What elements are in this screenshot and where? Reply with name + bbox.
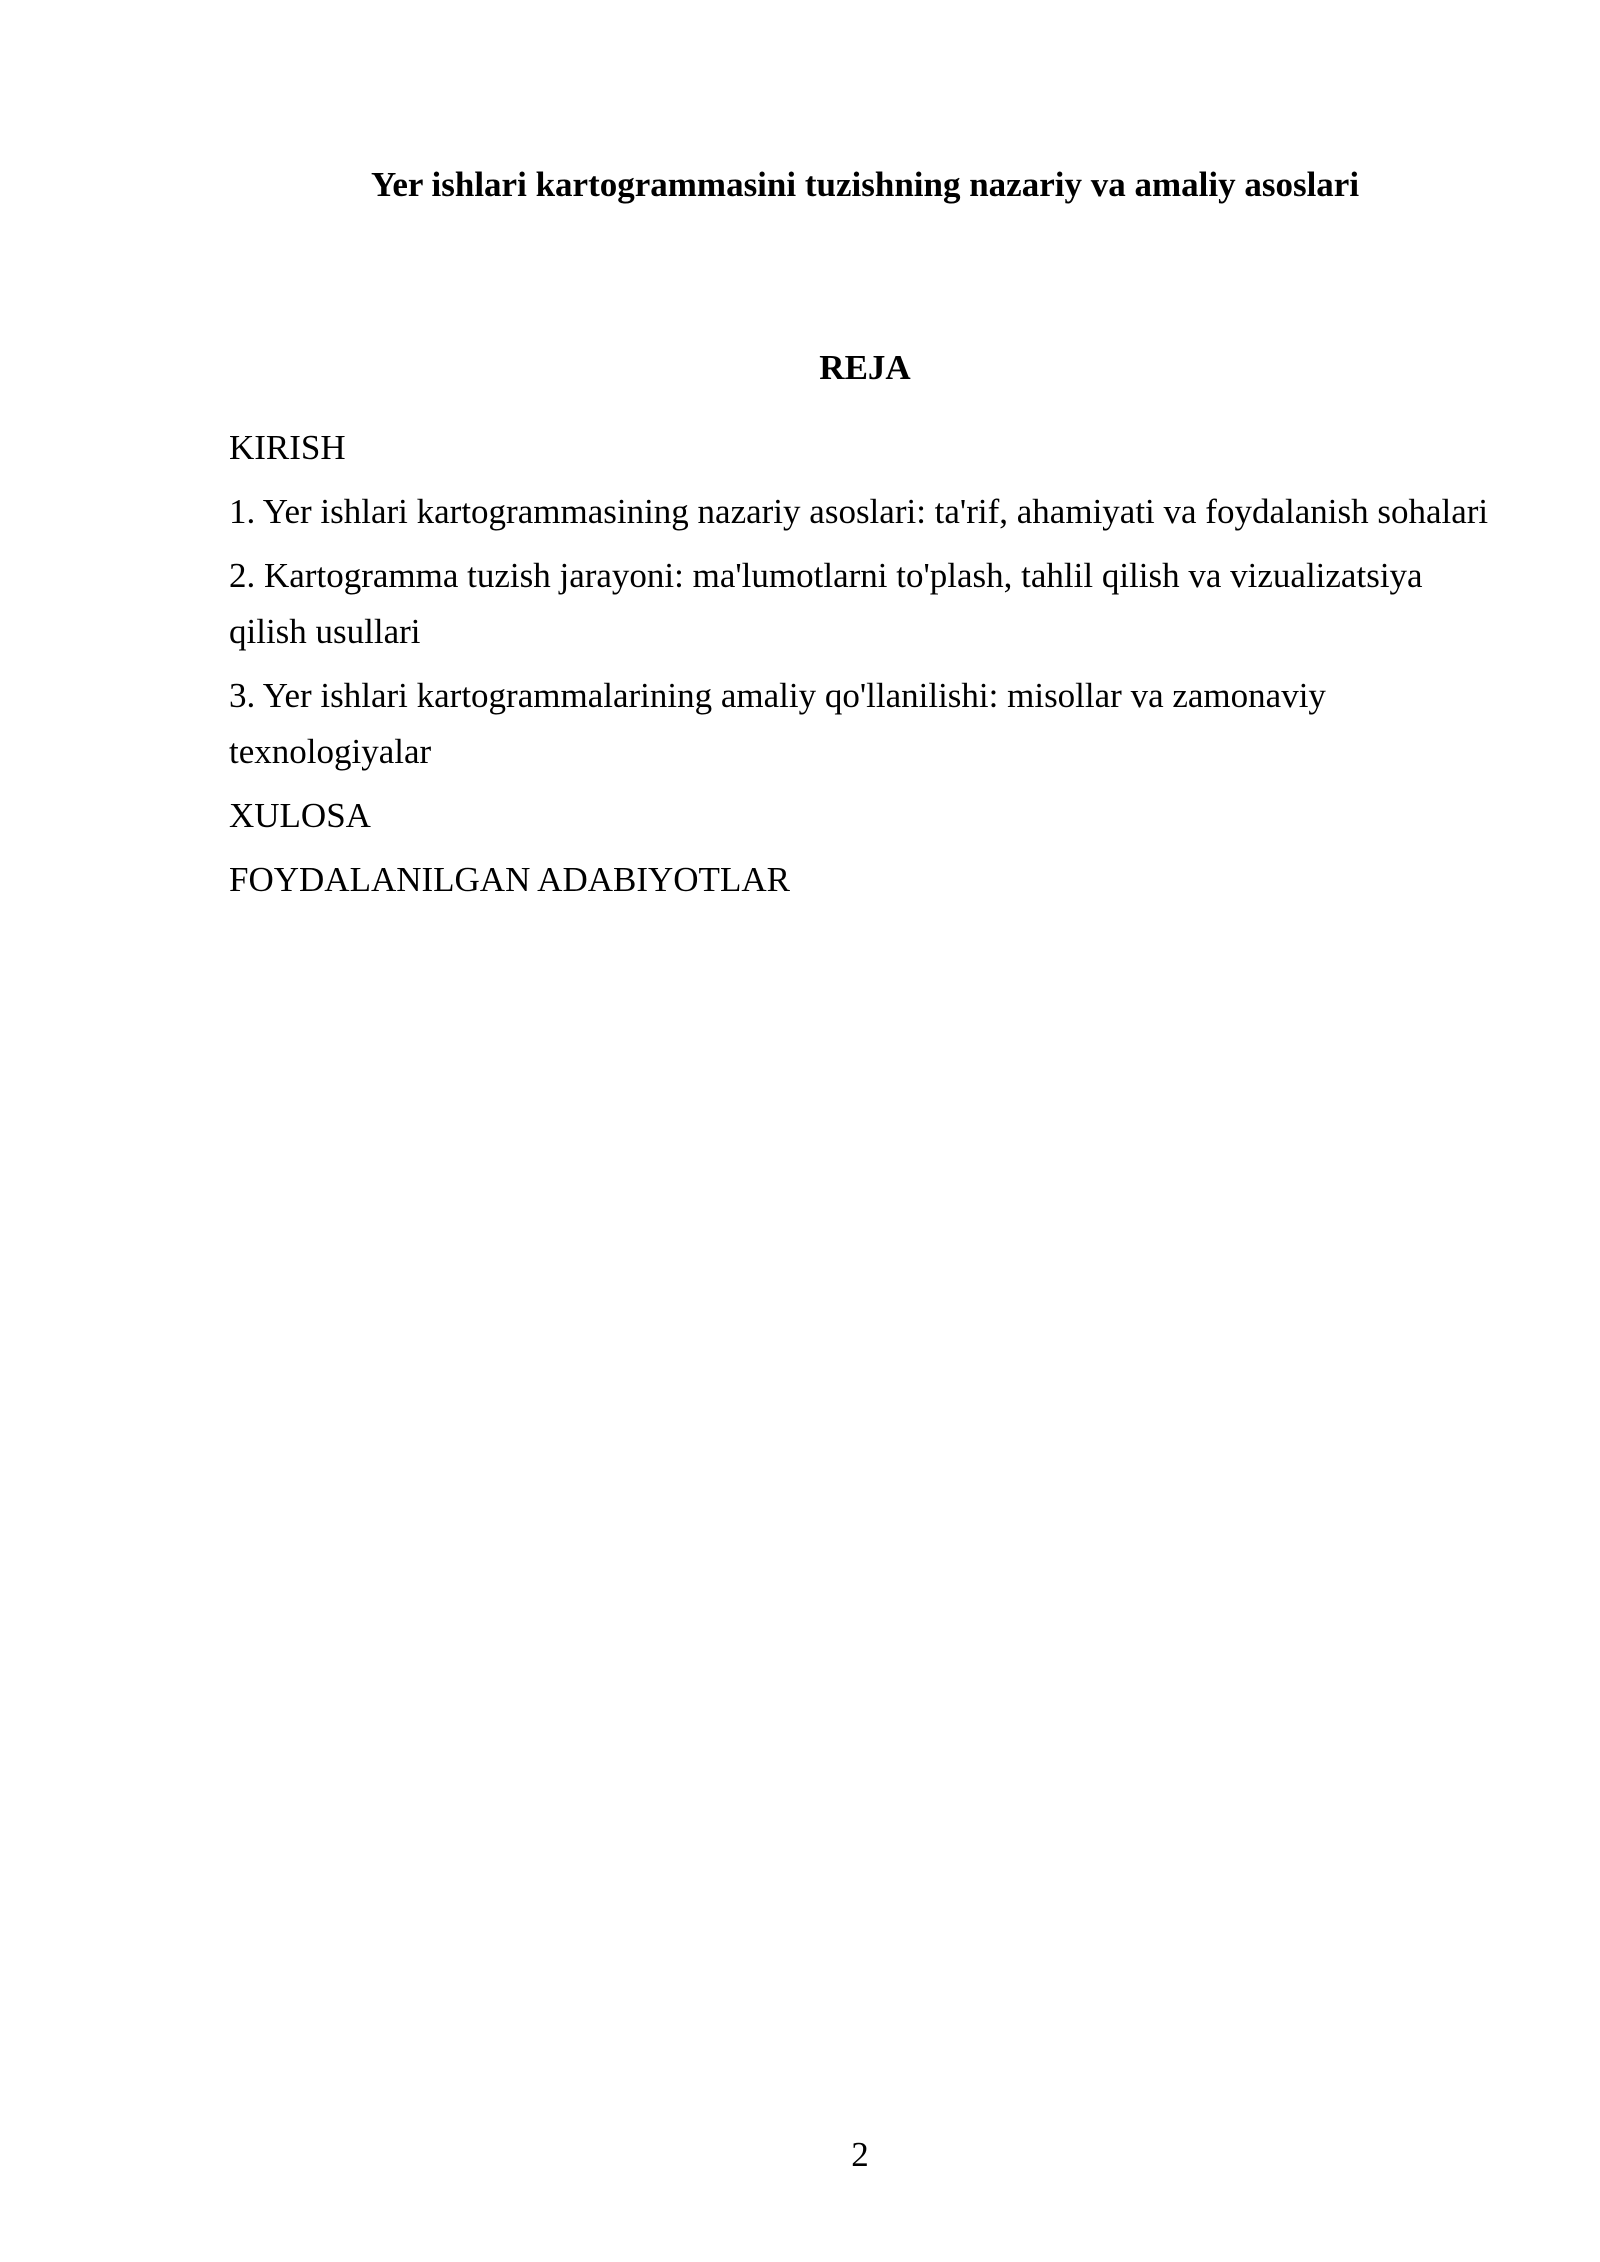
plan-item-references: FOYDALANILGAN ADABIYOTLAR: [229, 860, 790, 899]
page-number: 2: [851, 2135, 869, 2174]
plan-item-3: 3. Yer ishlari kartogrammalarining amaliy qo'llanilishi: misollar va zamonaviy texnologiyalar: [229, 676, 1326, 771]
plan-item-1: 1. Yer ishlari kartogrammasining nazariy asoslari: ta'rif, ahamiyati va foydalanish sohalari: [229, 492, 1489, 531]
plan-item-2: 2. Kartogramma tuzish jarayoni: ma'lumotlarni to'plash, tahlil qilish va vizualizatsiya qilish usullari: [229, 556, 1423, 651]
plan-heading: REJA: [819, 348, 911, 387]
plan-list: [229, 420, 1500, 916]
document-title: Yer ishlari kartogrammasini tuzishning nazariy va amaliy asoslari: [370, 165, 1360, 204]
plan-item-introduction: KIRISH: [229, 428, 346, 467]
plan-item-conclusion: XULOSA: [229, 796, 371, 835]
